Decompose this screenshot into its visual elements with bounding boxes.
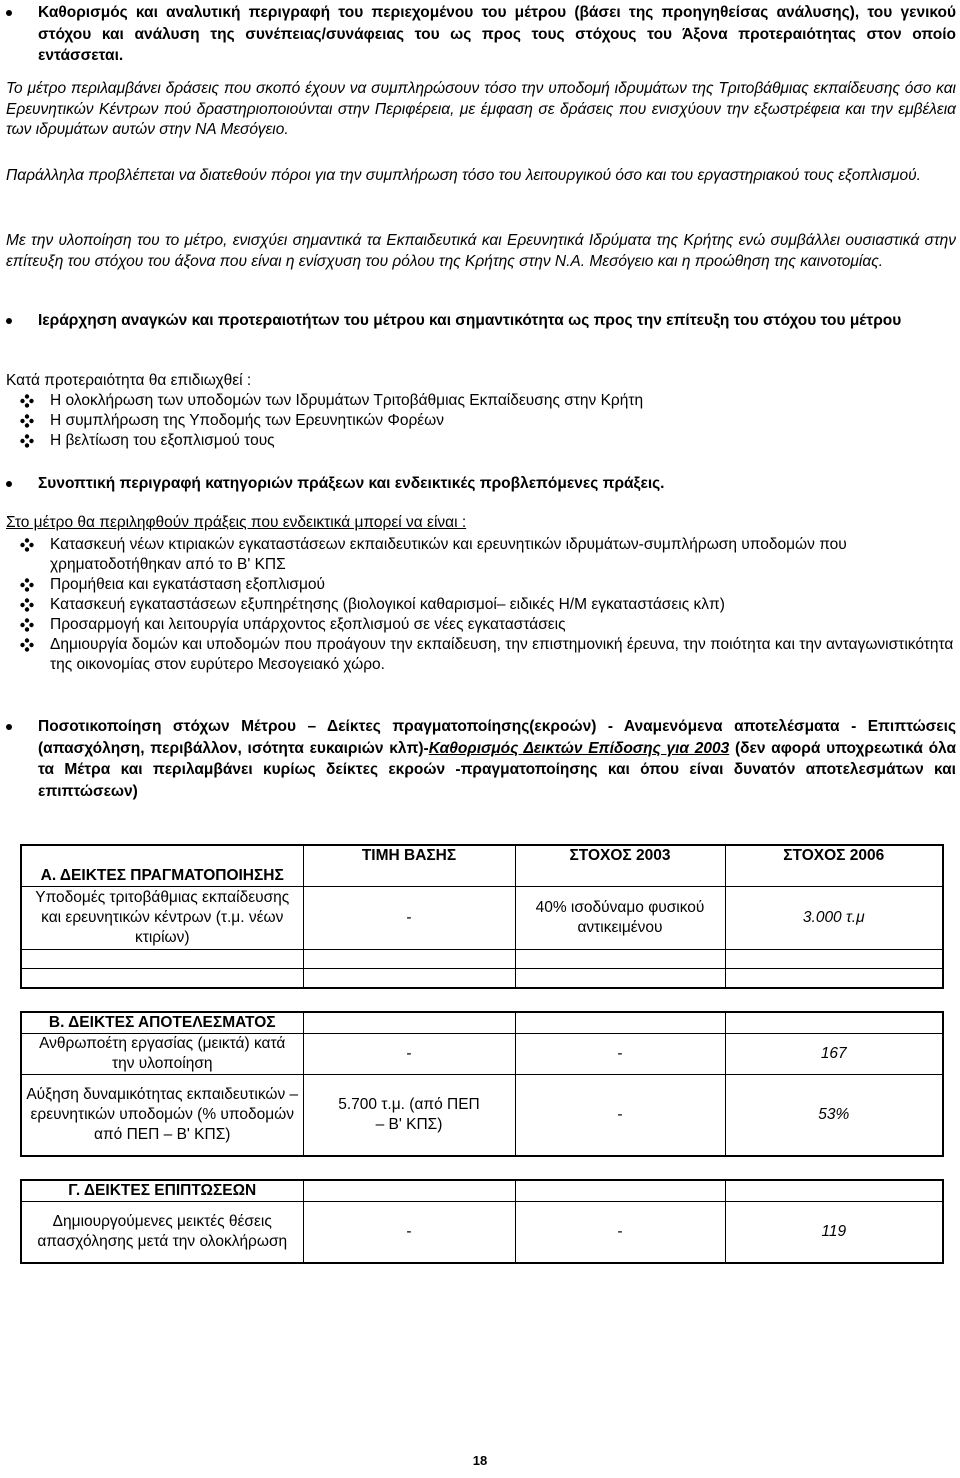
priority-intro: Κατά προτεραιότητα θα επιδιωχθεί : [6, 372, 252, 389]
bullet-dot [6, 318, 12, 324]
section-header-b: Β. ΔΕΙΚΤΕΣ ΑΠΟΤΕΛΕΣΜΑΤΟΣ [21, 1012, 303, 1034]
diamond-bullet-icon [20, 434, 34, 448]
list-item-text: Δημιουργία δομών και υποδομών που προάγουν την εκπαίδευση, την επιστημονική έρευνα, την ποιότητα και την ανταγωνιστικότητα της οικονομίας στον ευρύτερο Μεσογειακό χώρο. [50, 636, 954, 673]
header-cell-base: ΤΙΜΗ ΒΑΣΗΣ [303, 845, 515, 887]
table-cell [303, 1180, 515, 1202]
table-cell [303, 950, 515, 969]
list-item-text: Η βελτίωση του εξοπλισμού τους [50, 432, 275, 449]
table-row [21, 1202, 943, 1264]
table-cell [515, 969, 725, 989]
quant-underlined: Καθορισμός Δεικτών Επίδοσης για 2003 [428, 739, 730, 757]
table-cell: - [303, 887, 515, 950]
table-spacer [21, 988, 943, 1012]
list-item [6, 535, 956, 575]
quantification-bullet-text [38, 716, 956, 802]
table-row [21, 845, 943, 887]
list-item-text: Κατασκευή εγκαταστάσεων εξυπηρέτησης (βιολογικοί καθαρισμοί– ειδικές Η/Μ εγκαταστάσεις κλπ) [50, 596, 725, 613]
actions-list [6, 535, 956, 675]
list-item [6, 431, 956, 451]
table-cell: - [515, 1202, 725, 1264]
table-cell: - [515, 1075, 725, 1157]
table-row [21, 1075, 943, 1157]
table-cell [515, 1012, 725, 1034]
actions-bullet [6, 473, 956, 495]
table-cell: Υποδομές τριτοβάθμιας εκπαίδευσης και ερευνητικών κέντρων (τ.μ. νέων κτιρίων) [21, 887, 303, 950]
quant-part-2: (δεν αφορά υποχρεωτικά όλα τα Μέτρα και περιλαμβάνει κυρίως δείκτες εκροών -πραγματοποίησης και όπου είναι δυνατόν αποτελεσμάτων και επιπτώσεων) [38, 739, 956, 800]
priority-bullet [6, 310, 956, 332]
section-header-c: Γ. ΔΕΙΚΤΕΣ ΕΠΙΠΤΩΣΕΩΝ [21, 1180, 303, 1202]
table-cell: 53% [725, 1075, 943, 1157]
paragraph-3: Με την υλοποίηση του το μέτρο, ενισχύει σημαντικά τα Εκπαιδευτικά και Ερευνητικά Ιδρύματα της Κρήτης ενώ συμβάλλει ουσιαστικά στην επίτευξη του στόχου του άξονα που είναι η ενίσχυση του ρόλου της Κρήτης στην Ν.Α. Μεσόγειο και η προώθηση της καινοτομίας. [6, 232, 956, 270]
page-number: 18 [472, 1453, 488, 1468]
bullet-dot [6, 10, 12, 16]
list-item [6, 391, 956, 411]
table-cell [515, 1180, 725, 1202]
table-row [21, 1180, 943, 1202]
actions-intro: Στο μέτρο θα περιληφθούν πράξεις που ενδεικτικά μπορεί να είναι : [6, 514, 467, 531]
table-row [21, 1034, 943, 1075]
quantification-bullet [6, 716, 956, 802]
list-item [6, 595, 956, 615]
table-cell: 167 [725, 1034, 943, 1075]
table-cell [725, 969, 943, 989]
table-row [21, 887, 943, 950]
diamond-bullet-icon [20, 538, 34, 552]
table-cell [303, 1012, 515, 1034]
table-cell: 3.000 τ.μ [725, 887, 943, 950]
paragraph-1: Το μέτρο περιλαμβάνει δράσεις που σκοπό έχουν να συμπληρώσουν τόσο την υποδομή ιδρυμάτων της Τριτοβάθμιας εκπαίδευσης όσο και Ερευνητικών Κέντρων πού δραστηριοποιούνται στην Περιφέρεια, με έμφαση σε δράσεις που ενισχύουν την εξωστρέφεια και την εμβέλεια των ιδρυμάτων αυτών στην ΝΑ Μεσόγειο. [6, 80, 956, 138]
list-item-text: Προσαρμογή και λειτουργία υπάρχοντος εξοπλισμού σε νέες εγκαταστάσεις [50, 616, 566, 633]
header-cell-2003: ΣΤΟΧΟΣ 2003 [515, 845, 725, 887]
quant-part-1: Ποσοτικοποίηση στόχων Μέτρου – Δείκτες πραγματοποίησης(εκροών) - Αναμενόμενα αποτελέσματα - Επιπτώσεις (απασχόληση, περιβάλλον, ισότητα ευκαιριών κλπ)- [38, 718, 956, 757]
actions-bullet-text: Συνοπτική περιγραφή κατηγοριών πράξεων και ενδεικτικές προβλεπόμενες πράξεις. [38, 475, 665, 492]
header-cell-a: Α. ΔΕΙΚΤΕΣ ΠΡΑΓΜΑΤΟΠΟΙΗΣΗΣ [21, 845, 303, 887]
diamond-bullet-icon [20, 638, 34, 652]
list-item [6, 575, 956, 595]
table-cell: 119 [725, 1202, 943, 1264]
table-cell: - [303, 1202, 515, 1264]
table-cell [725, 1012, 943, 1034]
table-cell [303, 969, 515, 989]
list-item [6, 411, 956, 431]
priority-list [6, 391, 956, 451]
diamond-bullet-icon [20, 598, 34, 612]
bullet-dot [6, 481, 12, 487]
table-cell: Ανθρωποέτη εργασίας (μεικτά) κατά την υλοποίηση [21, 1034, 303, 1075]
table-cell: - [515, 1034, 725, 1075]
table-spacer [21, 1156, 943, 1180]
table-cell [21, 950, 303, 969]
bullet-dot [6, 724, 12, 730]
intro-bullet [6, 2, 956, 67]
table-cell [725, 1180, 943, 1202]
diamond-bullet-icon [20, 414, 34, 428]
list-item-text: Η συμπλήρωση της Υποδομής των Ερευνητικών Φορέων [50, 412, 445, 429]
list-item [6, 635, 956, 675]
table-cell: 40% ισοδύναμο φυσικού αντικειμένου [515, 887, 725, 950]
list-item-text: Κατασκευή νέων κτιριακών εγκαταστάσεων εκπαιδευτικών και ερευνητικών ιδρυμάτων-συμπλήρωση υποδομών που χρηματοδοτήθηκαν από το Β' ΚΠΣ [50, 536, 847, 573]
header-cell-2006: ΣΤΟΧΟΣ 2006 [725, 845, 943, 887]
priority-bullet-text: Ιεράρχηση αναγκών και προτεραιοτήτων του μέτρου και σημαντικότητα ως προς την επίτευξη του στόχου του μέτρου [38, 312, 902, 329]
diamond-bullet-icon [20, 618, 34, 632]
diamond-bullet-icon [20, 578, 34, 592]
table-row [21, 950, 943, 969]
list-item [6, 615, 956, 635]
list-item-text: Η ολοκλήρωση των υποδομών των Ιδρυμάτων Τριτοβάθμιας Εκπαίδευσης στην Κρήτη [50, 392, 644, 409]
table-cell [515, 950, 725, 969]
table-row [21, 1012, 943, 1034]
table-row [21, 969, 943, 989]
indicators-table [20, 844, 944, 1264]
list-item-text: Προμήθεια και εγκατάσταση εξοπλισμού [50, 576, 325, 593]
table-cell: Δημιουργούμενες μεικτές θέσεις απασχόλησης μετά την ολοκλήρωση [21, 1202, 303, 1264]
table-cell: Αύξηση δυναμικότητας εκπαιδευτικών – ερευνητικών υποδομών (% υποδομών από ΠΕΠ – Β' ΚΠΣ) [21, 1075, 303, 1157]
intro-bullet-text: Καθορισμός και αναλυτική περιγραφή του περιεχομένου του μέτρου (βάσει της προηγηθείσας ανάλυσης), του γενικού στόχου και ανάλυση της συνέπειας/συνάφειας του ως προς τους στόχους του Άξονα προτεραιότητας στον οποίο εντάσσεται. [38, 4, 956, 64]
table-cell [725, 950, 943, 969]
table-cell [21, 969, 303, 989]
table-cell: 5.700 τ.μ. (από ΠΕΠ – Β' ΚΠΣ) [303, 1075, 515, 1157]
table-cell: - [303, 1034, 515, 1075]
diamond-bullet-icon [20, 394, 34, 408]
paragraph-2: Παράλληλα προβλέπεται να διατεθούν πόροι για την συμπλήρωση τόσο του λειτουργικού όσο και του εργαστηριακού τους εξοπλισμού. [6, 167, 921, 184]
